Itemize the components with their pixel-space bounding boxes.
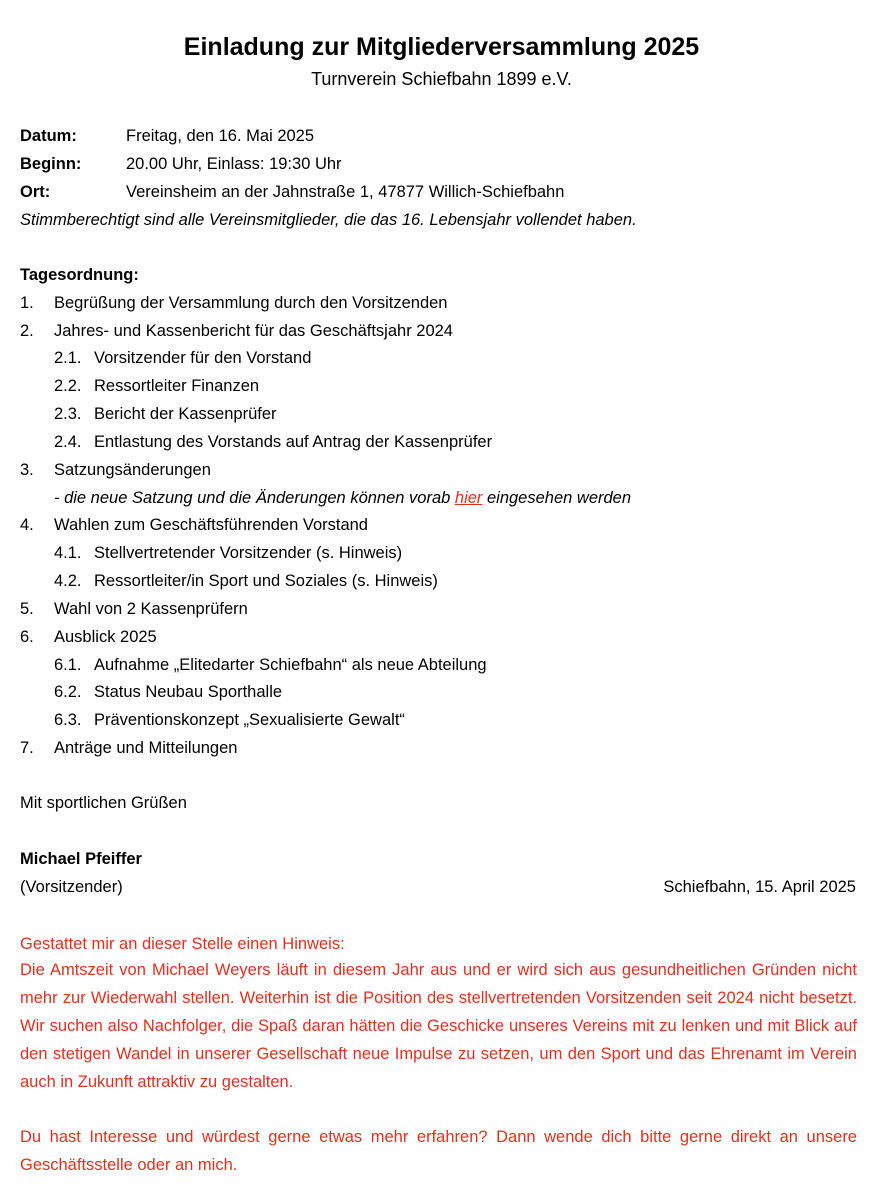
date-row <box>20 125 314 147</box>
agenda-item-number: 2.2. <box>54 377 82 395</box>
notice-contact: Du hast Interesse und würdest gerne etwas mehr erfahren? Dann wende dich bitte gerne direkt an unsere Geschäftsstelle oder an mich. <box>20 1128 857 1174</box>
agenda-item <box>20 626 157 648</box>
agenda-item-number: 2.4. <box>54 433 82 451</box>
signer-role: (Vorsitzender) <box>20 878 123 896</box>
agenda-item-text: Begrüßung der Versammlung durch den Vorsitzenden <box>54 294 448 312</box>
greeting: Mit sportlichen Grüßen <box>20 794 187 812</box>
agenda-item-text: Stellvertretender Vorsitzender (s. Hinweis) <box>94 544 403 562</box>
agenda-item-text: Ressortleiter/in Sport und Soziales (s. Hinweis) <box>94 572 438 590</box>
date-value: Freitag, den 16. Mai 2025 <box>126 127 315 145</box>
agenda-item <box>20 737 237 759</box>
satzung-link[interactable]: hier <box>454 489 483 507</box>
agenda-item-number: 4.1. <box>54 544 82 562</box>
agenda-item-text: Aufnahme „Elitedarter Schiefbahn“ als neue Abteilung <box>94 656 487 674</box>
agenda-item-number: 6. <box>20 628 34 646</box>
agenda-item-text: Bericht der Kassenprüfer <box>94 405 277 423</box>
agenda-item-number: 2. <box>20 322 34 340</box>
place-row <box>20 181 564 203</box>
begin-label: Beginn: <box>20 155 82 173</box>
satzung-note <box>54 487 631 509</box>
agenda-item-number: 4. <box>20 516 34 534</box>
agenda-subitem <box>54 403 277 425</box>
agenda-item-text: Anträge und Mitteilungen <box>54 739 238 757</box>
agenda-item-number: 2.1. <box>54 349 82 367</box>
satzung-note-after: eingesehen werden <box>482 489 632 507</box>
agenda-item <box>20 320 453 342</box>
satzung-note-before: - die neue Satzung und die Änderungen können vorab <box>54 489 455 507</box>
agenda-item-text: Ausblick 2025 <box>54 628 157 646</box>
notice-intro: Gestattet mir an dieser Stelle einen Hinweis: <box>20 935 345 953</box>
place-label: Ort: <box>20 183 51 201</box>
club-name: Turnverein Schiefbahn 1899 e.V. <box>311 69 572 89</box>
voting-note: Stimmberechtigt sind alle Vereinsmitglieder, die das 16. Lebensjahr vollendet haben. <box>20 211 637 229</box>
agenda-item <box>20 514 368 536</box>
agenda-heading: Tagesordnung: <box>20 266 139 284</box>
agenda-subitem <box>54 542 402 564</box>
agenda-subitem <box>54 709 405 731</box>
agenda-item-number: 4.2. <box>54 572 82 590</box>
agenda-item <box>20 292 448 314</box>
agenda-subitem <box>54 431 492 453</box>
agenda-item-number: 2.3. <box>54 405 82 423</box>
agenda-item-number: 6.2. <box>54 683 82 701</box>
agenda-subitem <box>54 654 487 676</box>
agenda-item-text: Ressortleiter Finanzen <box>94 377 260 395</box>
agenda-item-text: Status Neubau Sporthalle <box>94 683 283 701</box>
agenda-item <box>20 459 211 481</box>
place-date: Schiefbahn, 15. April 2025 <box>663 878 856 896</box>
document-title: Einladung zur Mitgliederversammlung 2025 <box>183 33 700 61</box>
begin-value: 20.00 Uhr, Einlass: 19:30 Uhr <box>126 155 342 173</box>
agenda-item-number: 6.1. <box>54 656 82 674</box>
agenda-item-text: Jahres- und Kassenbericht für das Geschäftsjahr 2024 <box>54 322 453 340</box>
agenda-item-text: Wahlen zum Geschäftsführenden Vorstand <box>54 516 368 534</box>
agenda-item-text: Wahl von 2 Kassenprüfern <box>54 600 248 618</box>
agenda-subitem <box>54 570 438 592</box>
agenda-item-number: 3. <box>20 461 34 479</box>
agenda-item-number: 5. <box>20 600 34 618</box>
notice-body: Die Amtszeit von Michael Weyers läuft in diesem Jahr aus und er wird sich aus gesundheitlichen Gründen nicht mehr zur Wiederwahl stellen. Weiterhin ist die Position des stellvertretenden Vorsitzenden seit 2024 nicht besetzt. Wir suchen also Nachfolger, die Spaß daran hätten die Geschicke unseres Vereins mit zu lenken und mit Blick auf den stetigen Wandel in unserer Gesellschaft neue Impulse zu setzen, um den Sport und das Ehrenamt im Verein auch in Zukunft attraktiv zu gestalten. <box>20 961 857 1091</box>
date-label: Datum: <box>20 127 77 145</box>
agenda-subitem <box>54 375 259 397</box>
agenda-item-text: Präventionskonzept „Sexualisierte Gewalt“ <box>94 711 405 729</box>
agenda-subitem <box>54 347 311 369</box>
agenda-item-text: Satzungsänderungen <box>54 461 211 479</box>
begin-row <box>20 153 342 175</box>
agenda-item-number: 6.3. <box>54 711 82 729</box>
place-value: Vereinsheim an der Jahnstraße 1, 47877 Willich-Schiefbahn <box>126 183 565 201</box>
agenda-item <box>20 598 248 620</box>
agenda-item-number: 1. <box>20 294 34 312</box>
signer-name: Michael Pfeiffer <box>20 850 142 868</box>
agenda-item-text: Entlastung des Vorstands auf Antrag der Kassenprüfer <box>94 433 493 451</box>
agenda-item-number: 7. <box>20 739 34 757</box>
agenda-subitem <box>54 681 282 703</box>
agenda-item-text: Vorsitzender für den Vorstand <box>94 349 312 367</box>
